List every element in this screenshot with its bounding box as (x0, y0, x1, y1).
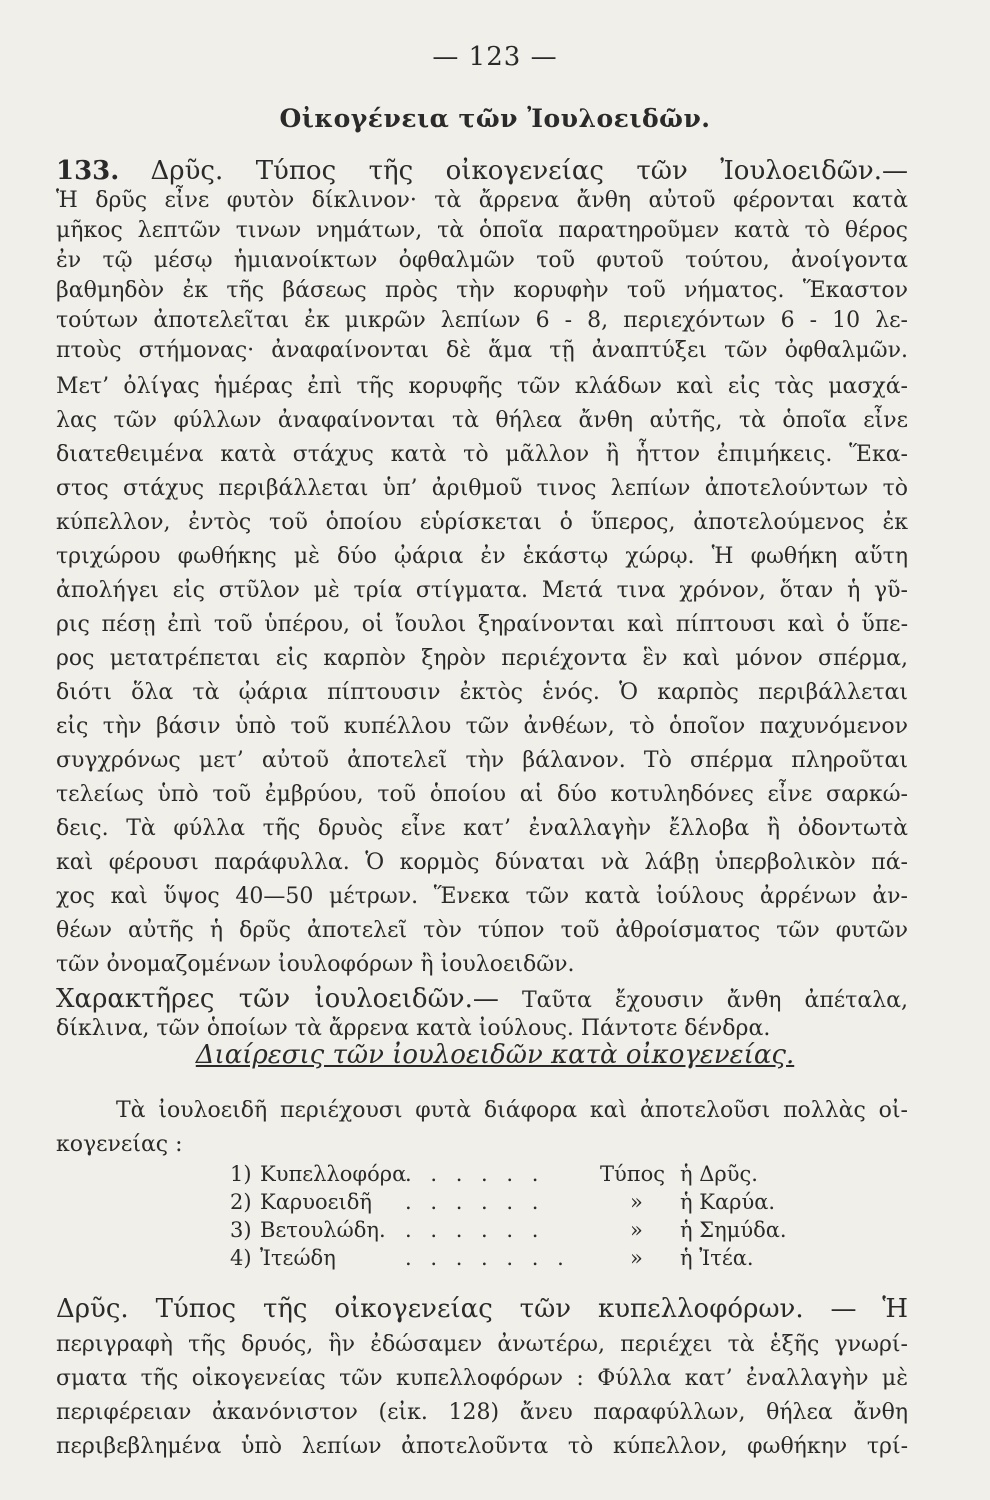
type-label: Τύπος (600, 1162, 665, 1186)
page-title: Οἰκογένεια τῶν Ἰουλοειδῶν. (279, 104, 711, 133)
paragraph-1-lead-line (56, 156, 908, 188)
text-line: ἀπολήγει εἰς στῦλον μὲ τρία στίγματα. Μετά τινα χρόνον, ὅταν ἡ γῦ- (56, 578, 908, 603)
text-line: χος καὶ ὕψος 40—50 μέτρων. Ἕνεκα τῶν κατὰ ἰούλους ἀρρένων ἀν- (56, 884, 908, 909)
ditto-mark: » (630, 1218, 643, 1242)
text-line: τριχώρου φωθήκης μὲ δύο ᾠάρια ἐν ἑκάστῳ χώρῳ. Ἡ φωθήκη αὕτη (56, 544, 908, 569)
text-line: λας τῶν φύλλων ἀναφαίνονται τὰ θήλεα ἄνθη αὐτῆς, τὰ ὁποῖα εἶνε (56, 408, 908, 433)
text-line: μῆκος λεπτῶν τινων νημάτων, τὰ ὁποῖα παρατηροῦμεν κατὰ τὸ θέρος (56, 218, 908, 243)
list-item (230, 1218, 830, 1246)
ditto-mark: » (630, 1190, 643, 1214)
section-subheading: Διαίρεσις τῶν ἰουλοειδῶν κατὰ οἰκογενείας. (195, 1040, 795, 1070)
list-item (230, 1246, 830, 1274)
list-number: 2) (230, 1190, 252, 1214)
text-line: διότι ὅλα τὰ ᾠάρια πίπτουσιν ἐκτὸς ἑνός. Ὁ καρπὸς περιβάλλεται (56, 680, 908, 705)
leader-dots: . . . . . . (405, 1162, 545, 1186)
text-line: συγχρόνως μετ’ αὐτοῦ ἀποτελεῖ τὴν βάλανον. Τὸ σπέρμα πληροῦται (56, 748, 908, 773)
text-line: κογενείας : (56, 1132, 183, 1157)
leader-dots: . . . . . . . (405, 1246, 570, 1270)
type-genus: ἡ Καρύα. (680, 1190, 776, 1214)
text-line: θέων αὐτῆς ἡ δρῦς ἀποτελεῖ τὸν τύπον τοῦ ἀθροίσματος τῶν φυτῶν (56, 918, 908, 943)
text-line: ρις πέσῃ ἐπὶ τοῦ ὑπέρου, οἱ ἴουλοι ξηραίνονται καὶ πίπτουσι καὶ ὁ ὕπε- (56, 612, 908, 637)
text-line: τῶν ὀνομαζομένων ἰουλοφόρων ἢ ἰουλοειδῶν. (56, 952, 575, 977)
type-genus: ἡ Σημύδα. (680, 1218, 787, 1242)
ditto-mark: » (630, 1246, 643, 1270)
text-line: δεις. Τὰ φύλλα τῆς δρυὸς εἶνε κατ’ ἐναλλαγὴν ἔλλοβα ἢ ὀδοντωτὰ (56, 816, 908, 841)
text-line: εἰς τὴν βάσιν ὑπὸ τοῦ κυπέλλου τῶν ἀνθέων, τὸ ὁποῖον παχυνόμενον (56, 714, 908, 739)
family-name: Ἰτεώδη (260, 1246, 336, 1270)
leader-dots: . . . . . . (405, 1190, 545, 1214)
family-name: Καρυοειδῆ (260, 1190, 372, 1214)
text-line: Μετ’ ὀλίγας ἡμέρας ἐπὶ τῆς κορυφῆς τῶν κλάδων καὶ εἰς τὰς μασχά- (56, 374, 908, 399)
leader-dots: . . . . . . (405, 1218, 545, 1242)
family-name: Βετουλώδη. (260, 1218, 386, 1242)
text-line: περιγραφὴ τῆς δρυός, ἣν ἐδώσαμεν ἀνωτέρω, περιέχει τὰ ἑξῆς γνωρί- (56, 1332, 908, 1357)
text-line: σματα τῆς οἰκογενείας τῶν κυπελλοφόρων : Φύλλα κατ’ ἐναλλαγὴν μὲ (56, 1366, 908, 1391)
text-line: κύπελλον, ἐντὸς τοῦ ὁποίου εὑρίσκεται ὁ ὕπερος, ἀποτελούμενος ἐκ (56, 510, 908, 535)
section-number: 133. (56, 156, 120, 186)
text-line: τούτων ἀποτελεῖται ἐκ μικρῶν λεπίων 6 - 8, περιεχόντων 6 - 10 λε- (56, 308, 908, 333)
text-line: δίκλινα, τῶν ὁποίων τὰ ἄρρενα κατὰ ἰούλους. Πάντοτε δένδρα. (56, 1016, 771, 1041)
text-line: Ἡ δρῦς εἶνε φυτὸν δίκλινον· τὰ ἄρρενα ἄνθη αὐτοῦ φέρονται κατὰ (56, 188, 908, 213)
page-number: — 123 — (432, 42, 558, 72)
section-lead: Χαρακτῆρες τῶν ἰουλοειδῶν.— (56, 984, 499, 1014)
list-item (230, 1190, 830, 1218)
text-line: ρος μετατρέπεται εἰς καρπὸν ξηρὸν περιέχοντα ἓν καὶ μόνον σπέρμα, (56, 646, 908, 671)
text-line: πτοὺς στήμονας· ἀναφαίνονται δὲ ἅμα τῇ ἀναπτύξει τῶν ὀφθαλμῶν. (56, 338, 908, 363)
text-line: καὶ φέρουσι παράφυλλα. Ὁ κορμὸς δύναται νὰ λάβῃ ὑπερβολικὸν πά- (56, 850, 908, 875)
text-line: στος στάχυς περιβάλλεται ὑπ’ ἀριθμοῦ τινος λεπίων ἀποτελούντων τὸ (56, 476, 908, 501)
type-genus: ἡ Δρῦς. (680, 1162, 758, 1186)
list-number: 3) (230, 1218, 252, 1242)
text-line: περιφέρειαν ἀκανόνιστον (εἰκ. 128) ἄνευ παραφύλλων, θήλεα ἄνθη (56, 1400, 908, 1425)
text-line: περιβεβλημένα ὑπὸ λεπίων ἀποτελοῦντα τὸ κύπελλον, φωθήκην τρί- (56, 1434, 908, 1459)
paragraph-4-lead-line (56, 1294, 908, 1326)
text-span: Ταῦτα ἔχουσιν ἄνθη ἀπέταλα, (521, 988, 909, 1013)
section-lead: Δρῦς. Τύπος τῆς οἰκογενείας τῶν κυπελλοφόρων. — (56, 1294, 857, 1324)
text-line: ἐν τῷ μέσῳ ἡμιανοίκτων ὀφθαλμῶν τοῦ φυτοῦ τούτου, ἀνοίγοντα (56, 248, 908, 273)
text-line: βαθμηδὸν ἐκ τῆς βάσεως πρὸς τὴν κορυφὴν τοῦ νήματος. Ἕκαστον (56, 278, 908, 303)
section-lead: Δρῦς. Τύπος τῆς οἰκογενείας τῶν Ἰουλοειδῶν.— (150, 156, 908, 186)
text-span: Ἡ (882, 1294, 908, 1324)
list-number: 1) (230, 1162, 252, 1186)
list-number: 4) (230, 1246, 252, 1270)
paragraph-2-line-1 (56, 984, 908, 1016)
list-item (230, 1162, 830, 1190)
text-line: Τὰ ἰουλοειδῆ περιέχουσι φυτὰ διάφορα καὶ ἀποτελοῦσι πολλὰς οἰ- (116, 1098, 908, 1123)
text-line: τελείως ὑπὸ τοῦ ἐμβρύου, τοῦ ὁποίου αἱ δύο κοτυληδόνες εἶνε σαρκώ- (56, 782, 908, 807)
text-line: διατεθειμένα κατὰ στάχυς κατὰ τὸ μᾶλλον ἢ ἧττον ἐπιμήκεις. Ἕκα- (56, 442, 908, 467)
type-genus: ἡ Ἰτέα. (680, 1246, 754, 1270)
family-name: Κυπελλοφόρα (260, 1162, 407, 1186)
